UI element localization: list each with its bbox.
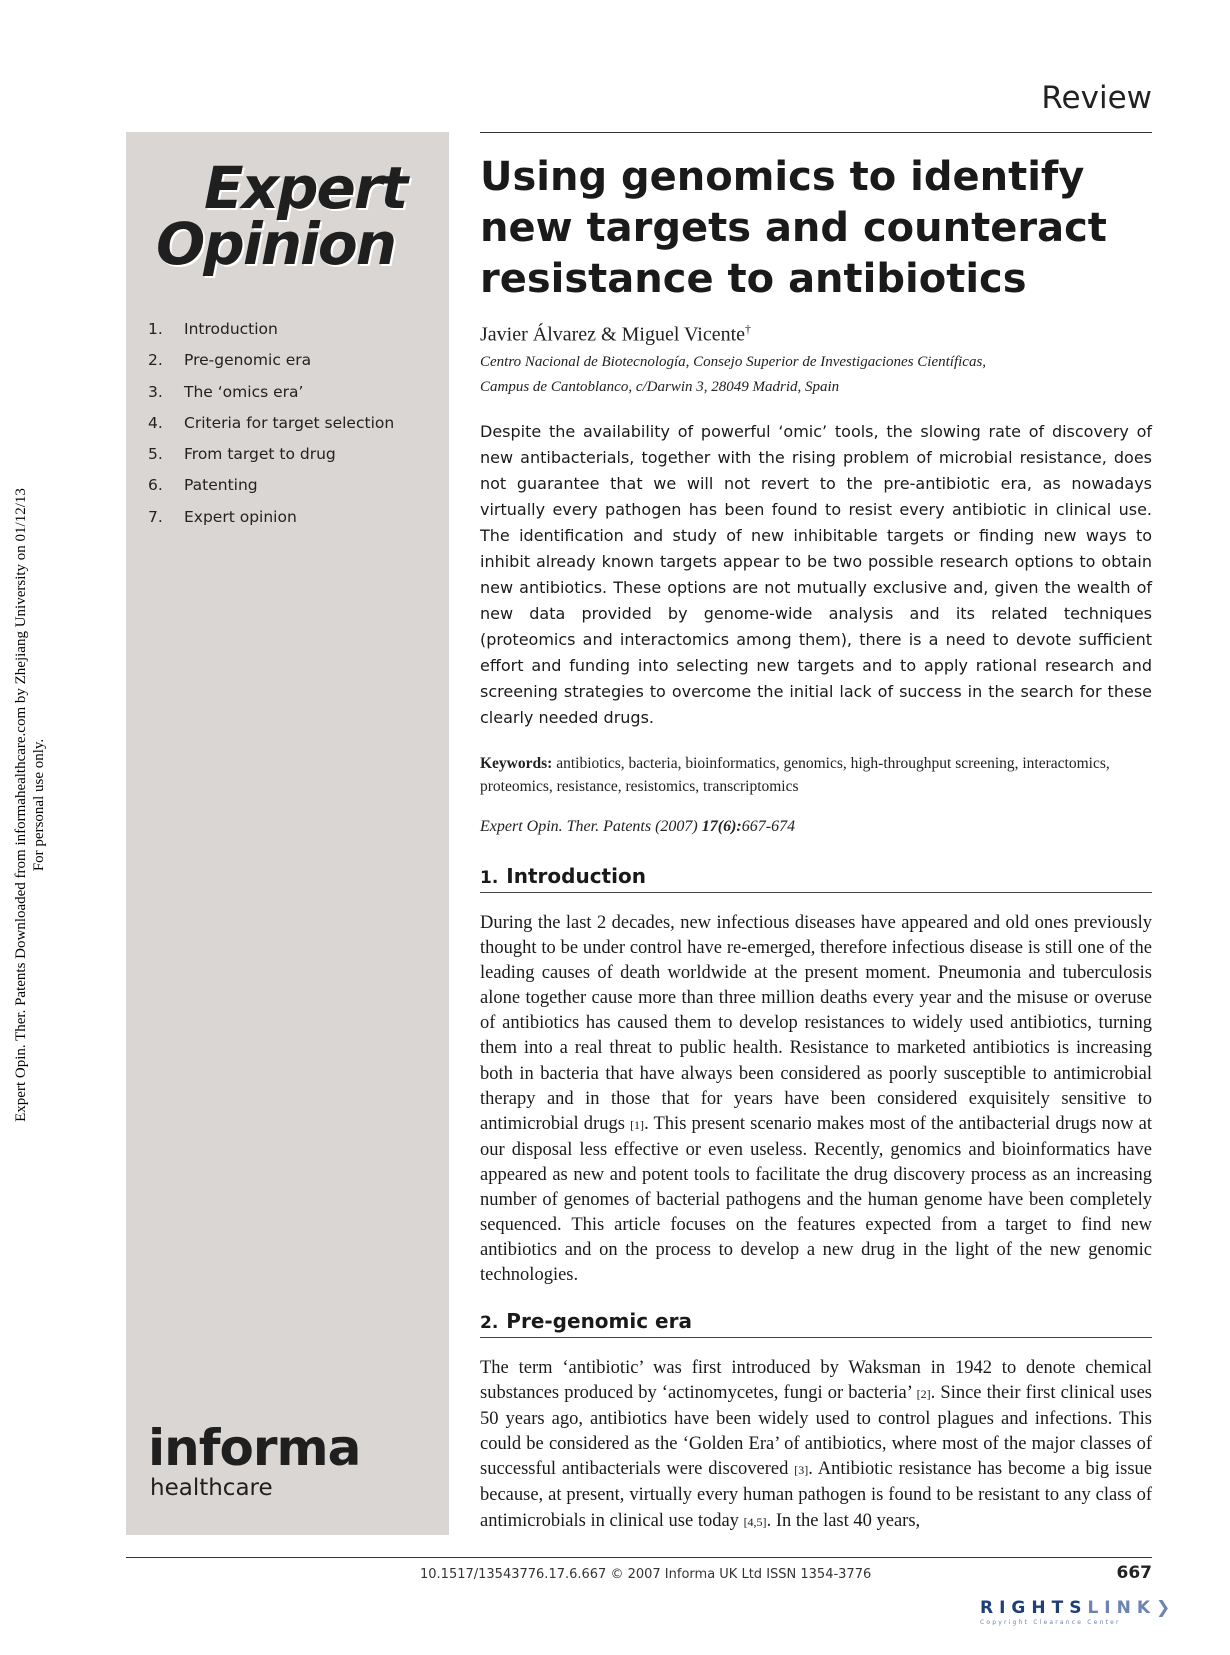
footer-divider bbox=[126, 1557, 1152, 1558]
text-run: . Since their first clinical uses 50 years ago, antibiotics have been widely used to control plagues and infections. This could be considered as the ‘Golden Era’ of antibiotics, where most of the major classes of successful antibacterials were discovered bbox=[480, 1383, 1152, 1480]
affiliation-line-1: Centro Nacional de Biotecnología, Consejo Superior de Investigaciones Científicas, bbox=[480, 354, 987, 370]
toc-item-number: 7. bbox=[148, 507, 163, 526]
rightslink-badge[interactable] bbox=[980, 1598, 1180, 1638]
text-run: . This present scenario makes most of the antibacterial drugs now at our disposal less effective or even useless. Recently, genomics and bioinformatics have appeared as new and potent tools to facilitate the drug discovery process as an increasing number of genomes of bacterial pathogens and the human genome have been completely sequenced. This article focuses on the features expected from a target to find new antibiotics and on the process to develop a new drug in the light of the new genomic technologies. bbox=[480, 1113, 1152, 1286]
page-number: 667 bbox=[1116, 1563, 1152, 1583]
citation-ref[interactable]: [3] bbox=[794, 1463, 809, 1478]
citation bbox=[480, 818, 795, 836]
toc-item[interactable] bbox=[148, 445, 394, 476]
toc-item-number: 1. bbox=[148, 320, 163, 338]
section-number: 2. bbox=[480, 1313, 499, 1333]
toc-item-label: Criteria for target selection bbox=[184, 413, 395, 432]
toc-item-number: 3. bbox=[148, 382, 163, 401]
logo-word-opinion: Opinion bbox=[156, 210, 396, 278]
text-run: The term ‘antibiotic’ was first introduced by Waksman in 1942 to denote chemical substances produced by ‘actinomycetes, fungi or bacteria’ bbox=[480, 1358, 1152, 1404]
keywords bbox=[480, 752, 1152, 798]
toc-item-number: 6. bbox=[148, 476, 163, 495]
toc-item[interactable] bbox=[148, 320, 394, 351]
citation-pages: 667-674 bbox=[741, 818, 796, 835]
toc-item[interactable] bbox=[148, 351, 394, 382]
toc-item-label: Introduction bbox=[184, 320, 278, 338]
citation-journal: Expert Opin. Ther. Patents (2007) bbox=[480, 818, 698, 835]
rightslink-dark: RIGHTS bbox=[980, 1598, 1088, 1618]
citation-volume: 17(6): bbox=[701, 818, 742, 835]
author-line bbox=[480, 322, 751, 347]
citation-ref[interactable]: [4,5] bbox=[743, 1514, 767, 1529]
footer-doi: 10.1517/13543776.17.6.667 © 2007 Informa UK Ltd ISSN 1354-3776 bbox=[420, 1567, 872, 1582]
table-of-contents bbox=[148, 320, 394, 539]
watermark-line-1: Expert Opin. Ther. Patents Downloaded from informahealthcare.com by Zhejiang University on 01/12/13 bbox=[13, 488, 29, 1122]
introduction-paragraph bbox=[480, 911, 1152, 1288]
text-run: . In the last 40 years, bbox=[766, 1510, 921, 1531]
toc-item-label: Expert opinion bbox=[184, 507, 297, 526]
section-heading-pre-genomic bbox=[480, 1309, 1152, 1338]
text-run: During the last 2 decades, new infectious diseases have appeared and old ones previously thought to be under control have re-emerged, therefore infectious disease is still one of the leading causes of death worldwide at the present moment. Pneumonia and tuberculosis alone together cause more than three million deaths every year and the misuse or overuse of antibiotics has caused them to develop resistances to widely used antibiotics, turning them into a real threat to public health. Resistance to marketed antibiotics is increasing both in bacteria that have always been considered as poorly susceptible to antimicrobial therapy and in those that for years have been considered exquisitely sensitive to antimicrobial drugs bbox=[480, 913, 1152, 1134]
toc-item-label: Pre-genomic era bbox=[184, 351, 312, 370]
rightslink-subtitle: Copyright Clearance Center bbox=[980, 1619, 1121, 1626]
article-title: Using genomics to identify new targets and counteract resistance to antibiotics bbox=[480, 154, 1107, 302]
toc-item[interactable] bbox=[148, 414, 394, 445]
section-number: 1. bbox=[480, 868, 499, 888]
watermark-line-2: For personal use only. bbox=[31, 738, 47, 872]
toc-item-number: 2. bbox=[148, 351, 163, 370]
citation-ref[interactable]: [1] bbox=[630, 1117, 645, 1132]
publisher-name: informa bbox=[148, 1419, 361, 1477]
rightslink-arrow-icon: ❯ bbox=[1156, 1598, 1177, 1618]
rightslink-wordmark bbox=[980, 1598, 1180, 1618]
download-watermark bbox=[0, 0, 60, 1655]
header-divider bbox=[480, 132, 1152, 133]
affiliation-line-2: Campus de Cantoblanco, c/Darwin 3, 28049 Madrid, Spain bbox=[480, 379, 840, 395]
author-names: Javier Álvarez & Miguel Vicente bbox=[480, 323, 745, 346]
pre-genomic-paragraph bbox=[480, 1356, 1152, 1535]
rightslink-light: LINK bbox=[1087, 1598, 1156, 1618]
sidebar bbox=[126, 132, 449, 1535]
toc-item-number: 5. bbox=[148, 445, 163, 464]
toc-item-label: The ‘omics era’ bbox=[184, 382, 304, 401]
keywords-label: Keywords: bbox=[480, 755, 553, 772]
toc-item[interactable] bbox=[148, 508, 394, 539]
citation-ref[interactable]: [2] bbox=[916, 1387, 931, 1402]
affiliation bbox=[480, 350, 986, 400]
keywords-list: antibiotics, bacteria, bioinformatics, genomics, high-throughput screening, interactomics, proteomics, resistance, resistomics, transcriptomics bbox=[480, 755, 1110, 795]
section-heading-introduction bbox=[480, 864, 1152, 893]
toc-item-number: 4. bbox=[148, 413, 163, 432]
text-run: . Antibiotic resistance has become a big issue because, at present, virtually every human pathogen is found to be resistant to any class of antimicrobials in clinical use today bbox=[480, 1459, 1152, 1531]
toc-item[interactable] bbox=[148, 476, 394, 507]
section-title: Introduction bbox=[506, 864, 646, 888]
publisher-division: healthcare bbox=[150, 1475, 273, 1501]
toc-item-label: From target to drug bbox=[184, 445, 336, 464]
toc-item[interactable] bbox=[148, 383, 394, 414]
logo-word-expert: Expert bbox=[204, 154, 407, 222]
corresponding-author-mark: † bbox=[745, 322, 751, 336]
section-title: Pre-genomic era bbox=[506, 1309, 692, 1333]
abstract: Despite the availability of powerful ‘omic’ tools, the slowing rate of discovery of new antibacterials, together with the rising problem of microbial resistance, does not guarantee that we will not revert to the pre-antibiotic era, as nowadays virtually every pathogen has been found to resist every antibiotic in clinical use. The identification and study of new inhibitable targets or finding new ways to inhibit already known targets appear to be two possible research options to obtain new antibiotics. These options are not mutually exclusive and, given the wealth of new data provided by genome-wide analysis and its related techniques (proteomics and interactomics among them), there is a need to devote sufficient effort and funding into selecting new targets and to apply rational research and screening strategies to overcome the initial lack of success in the search for these clearly needed drugs. bbox=[480, 422, 1152, 727]
toc-item-label: Patenting bbox=[184, 476, 258, 495]
article-type-label: Review bbox=[1041, 80, 1152, 116]
publisher-logo bbox=[148, 1419, 361, 1502]
